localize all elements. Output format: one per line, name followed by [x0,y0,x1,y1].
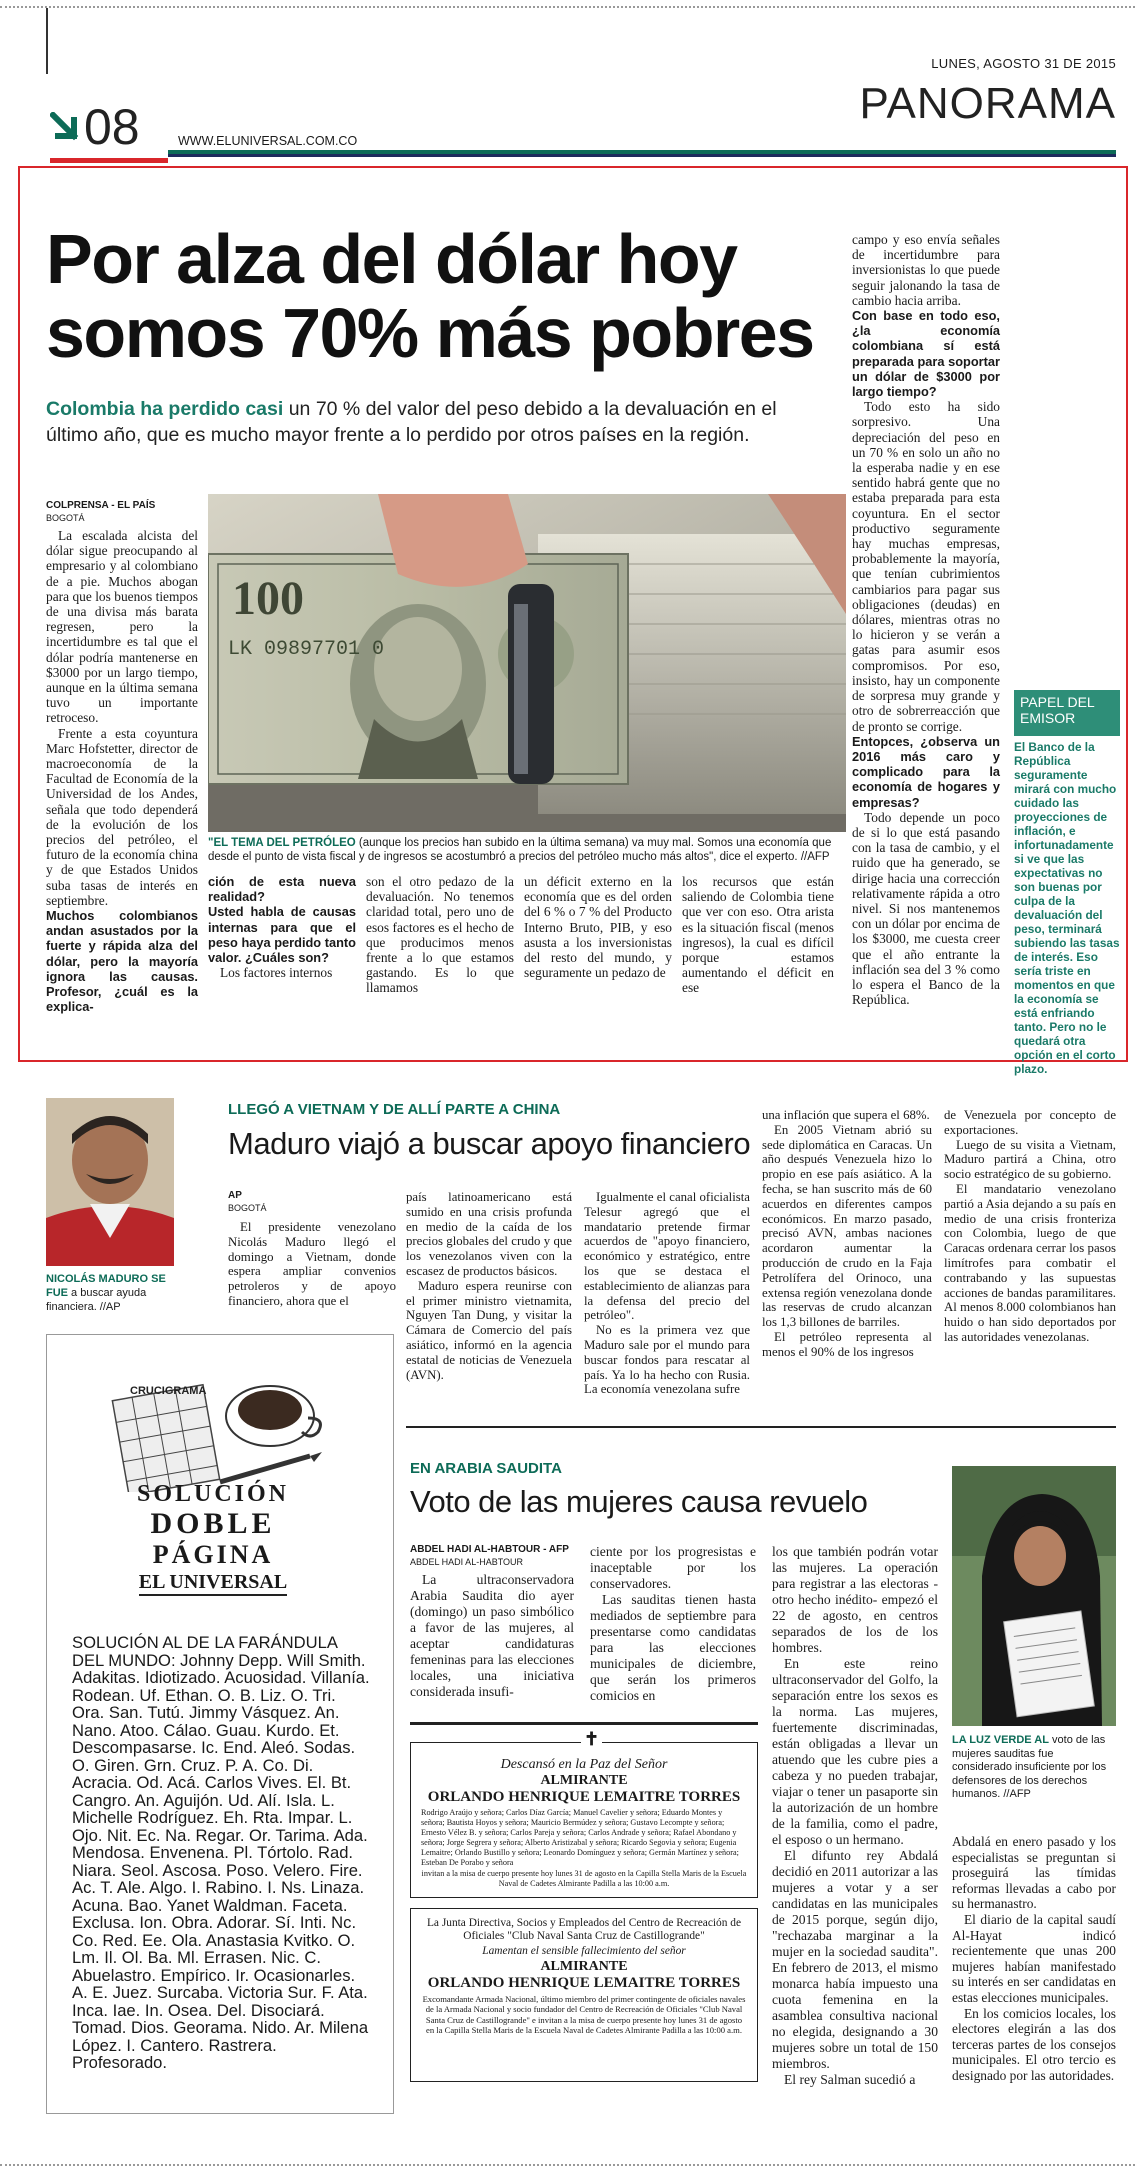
maduro-col5-p2: Luego de su visita a Vietnam, Maduro partirá a China, otro socio estratégico de su gobierno. [944,1137,1116,1182]
main-col1-p1: La escalada alcista del dólar sigue preocupando al empresario y al colombiano de a pie. Muchos abogan para que los buenos tiempos de una divisa más barata regresen, pero la incertidumbre es tal que el dólar podría mantenerse en $3000 por un largo tiempo, aunque en la última semana tuvo un importante retroceso. [46,528,198,726]
maduro-col4-p1: una inflación que supera el 68%. [762,1108,930,1122]
crossword-illustration [110,1374,330,1492]
arabia-caption-lead: LA LUZ VERDE AL [952,1734,1049,1746]
arabia-col-4 [952,1834,1116,2084]
maduro-col1-text: El presidente venezolano Nicolás Maduro llegó el domingo a Vietnam, donde espera ampliar convenios petroleros y de apoyo financiero, ahora que el [228,1220,396,1308]
arabia-col4-p1: Abdalá en enero pasado y los especialistas se preguntan si proseguirá las tímidas reformas llevadas a cabo por su hermanastro. [952,1834,1116,1912]
maduro-col-1 [228,1220,396,1309]
obituary1-invite: invitan a la misa de cuerpo presente hoy lunes 31 de agosto en la Capilla Stella Maris de la Escuela Naval de Cadetes Almirante Padilla a las 10:00 a.m. [421,1869,747,1888]
main-col6-p2: Todo esto ha sido sorpresivo. Una depreciación del peso en un 70 % en solo un año no la esperaba nadie y en ese sentido habrá gente que no estaba preparada para esta coyuntura. En el sector productivo seguramente hay muchas empresas, probablemente la mayoría, que tenían cubrimientos cambiarios para pagar sus obligaciones (deudas) en dólares, mientras otras no lo hicieron y se verán a gatas para asumir esos compromisos. Por eso, insisto, hay un componente de sorpresa muy grande y otro de sobrerreacción que de pronto se corrige. [852,399,1000,734]
arabia-byline2: ABDEL HADI AL-HABTOUR [410,1557,524,1567]
maduro-col-5 [944,1108,1116,1345]
main-col-1 [46,528,198,1015]
crossword-solution: SOLUCIÓN AL DE LA FARÁNDULA DEL MUNDO: Johnny Depp. Will Smith. Adakitas. Idiotizado. Acuosidad. Villanía. Rodean. Uf. Ethan. O. B. Liz. O. Tri. Ora. San. Tutú. Jimmy Vásquez. An. Nano. Atoo. Cálao. Guau. Kurdo. Et. Descompasarse. Ic. End. Aleó. Sodas. O. Giren. Grn. Cruz. P. A. Co. Di. Acracia. Od. Acá. Carlos Vives. El. Bt. Cangro. An. Aguijón. Ud. Alí. Isla. L. Michelle Rodríguez. Eh. Rta. Impar. L. Ojo. Nit. Ec. Na. Regar. Or. Tarima. Ada. Mendosa. Envenena. Pl. Tórtolo. Rad. Niara. Seol. Ascosa. Poso. Velero. Fire. Ac. T. Ale. Algo. I. Rabino. I. Ns. Linaza. Acuna. Bao. Yanet Waldman. Faceta. Exclusa. Ion. Obra. Adorar. Sí. Inti. Nc. Co. Red. Ee. Ola. Anastasia Kvitko. O. Lm. Il. Ol. Ba. Ml. Errasen. Nic. C. Abuelastro. Empírico. Ir. Ocasionarles. A. E. Juez. Surcaba. Victoria Sur. F. Ata. Inca. Iae. In. Osea. Del. Disociará. Tomad. Dios. Georama. Nido. Ar. Milena López. I. Cantero. Rastrera. Profesorado. [72,1633,370,2072]
arabia-col-2 [590,1544,756,1704]
maduro-col3-p1: Igualmente el canal oficialista Telesur agregó que el mandatario pretende firmar acuerdos de "apoyo financiero, económico y estratégico, entre los que se destaca el establecimiento de alianzas para la defensa del precio del petróleo". [584,1190,750,1323]
dollar-photo [208,494,846,832]
arabia-col3-p3: El difunto rey Abdalá decidió en 2011 autorizar a las mujeres a votar y a ser candidatas en las municipales de 2015 porque, según dijo, "rechazaba marginar a la mujer en la sociedad saudita". En febrero de 2013, el mismo monarca había impuesto una cuota femenina en la asamblea consultiva nacional no elegida, designando a 30 mujeres sobre un total de 150 miembros. [772,1848,938,2071]
main-col6-p3: Todo depende un poco de si lo que está pasando con la tasa de cambio, y el ruido que ha generado, se dirige hacia una corrección relativamente rápida a otro nivel. Si nos mantenemos con un dólar por encima de los $3000, me cuesta creer que el año entrante la inflación sea del 3 % como lo espera el Banco de la República. [852,809,1000,1008]
obituary1-intro: Descansó en la Paz del Señor [500,1757,668,1772]
main-col5-text: los recursos que están saliendo de Colombia tiene que ver con eso. Otra arista es la situación fiscal (menos ingresos), la cual es difícil porque estamos aumentando el déficit en ese [682,874,834,996]
main-col6-question2: Entopces, ¿observa un 2016 más caro y complicado para la economía de hogares y empresas? [852,733,1000,810]
maduro-col-3 [584,1190,750,1397]
main-col-4 [524,874,672,980]
sidebar-text: El Banco de la República seguramente mirará con mucho cuidado las proyecciones de inflación, e infortunadamente si ve que las expectativas no son buenas por culpa de la devaluación del peso, terminará subiendo las tasas de interés. Eso sería triste en momentos en que la economía se está enfriando tanto. Pero no le quedará otra opción en el corto plazo. [1014,740,1120,1076]
obituary-1 [410,1729,758,1898]
sidebar-title-line2: EMISOR [1020,710,1076,726]
deck-lead: Colombia ha perdido casi [46,398,284,420]
maduro-col2-p1: país latinoamericano está sumido en una crisis profunda en medio de la caída de los precios globales del crudo y que los venezolanos viven con la escasez de productos básicos. [406,1190,572,1278]
main-dateline: BOGOTÁ [46,513,85,523]
sidebar-title-line1: PAPEL DEL [1020,694,1095,710]
photo-caption-lead: "EL TEMA DEL PETRÓLEO [208,837,356,849]
maduro-headline: Maduro viajó a buscar apoyo financiero [228,1126,751,1161]
obituary-2 [410,1908,758,2082]
arabia-col-3 [772,1544,938,2088]
main-col2-text: Los factores internos [220,965,333,981]
main-col-5 [682,874,834,996]
deck-line1-rest: un 70 % del valor del peso debido a la devaluación en el [283,398,777,420]
crossword-brand: EL UNIVERSAL [139,1570,287,1596]
sidebar-header [1014,690,1120,736]
page-top-border [0,6,1135,8]
maduro-col4-p2: En 2005 Vietnam abrió su sede diplomática en Caracas. Un año después Venezuela hizo lo propio en ese país asiático. A la fecha, se han suscrito más de 60 acuerdos en diferentes campos económicos. En marzo pasado, precisó AVN, ambas naciones acordaron aumentar la producción de crudo en la Faja Petrolífera del Orinoco, una extensa región venezolana donde las reservas de crudo alcanzan los 1,3 billones de barriles. [762,1122,932,1330]
arabia-byline: ABDEL HADI AL-HABTOUR - AFP [410,1544,569,1555]
maduro-col-2 [406,1190,572,1382]
main-headline [46,222,814,370]
arrow-icon [50,112,80,142]
page-number-underline [50,158,168,163]
arabia-caption [952,1734,1116,1802]
obituary1-name: ORLANDO HENRIQUE LEMAITRE TORRES [427,1789,741,1805]
sidebar-title [1014,690,1120,730]
main-col4-text: un déficit externo en la economía que es del orden del 6 % o 7 % del Producto Interno Bruto, PIB, y eso asusta a los inversionistas del resto del mundo, y seguramente un pedazo de [524,874,672,981]
obituary1-rank: ALMIRANTE [540,1773,628,1788]
maduro-col4-p3: El petróleo representa al menos el 90% de los ingresos [762,1329,932,1359]
cross-icon: ✝ [581,1729,602,1750]
maduro-byline: AP [228,1190,242,1201]
page-left-rule [46,8,48,74]
maduro-dateline: BOGOTÁ [228,1203,267,1213]
obituary-top-rule [410,1722,758,1725]
crossword-title-line1: SOLUCIÓN [136,1481,290,1507]
crossword-title [118,1480,308,1596]
crossword-title-line2: DOBLE [150,1507,276,1540]
website-url[interactable]: WWW.ELUNIVERSAL.COM.CO [178,134,358,148]
maduro-col-4 [762,1108,932,1360]
main-col-2 [208,874,356,980]
header-stripe-navy [168,154,1116,157]
maduro-col3-p2: No es la primera vez que Maduro sale por el mundo para buscar fondos para rescatar al país. Ya lo ha hecho con Rusia. La economía venezolana sufre [584,1323,750,1397]
main-col2-question2: Usted habla de causas internas para que el peso haya perdido tanto valor. ¿Cuáles son? [208,904,356,966]
section-divider [406,1426,1116,1428]
main-byline: COLPRENSA - EL PAÍS [46,500,156,511]
issue-date: LUNES, AGOSTO 31 DE 2015 [931,56,1116,71]
maduro-kicker: LLEGÓ A VIETNAM Y DE ALLÍ PARTE A CHINA [228,1101,561,1118]
arabia-caption-rest: voto de las mujeres sauditas fue considerado insuficiente por los defensores de los derechos humanos. //AFP [952,1734,1107,1800]
obituary1-body: Rodrigo Araújo y señora; Carlos Díaz García; Manuel Cavelier y señora; Eduardo Montes y señora; Bautista Hoyos y señora; Mauricio Bermúdez y señora; Gustavo Lecompte y señora; Ernesto Vélez B. y señora; Carlos Pareja y señora; Carlos Andrade y señora; Rafael Abondano y señora; Jorge Segrera y señora; Alberto Aristizabal y señora; Ricardo Segovia y señora; Eugenia Lemaitre; Orlando Bustillo y señora; Leonardo Domínguez y señora; Germán Martínez y señora; Esteban De Porabo y señora [421,1808,739,1867]
headline-line-1: Por alza del dólar hoy [46,220,737,298]
photo-caption-rest: (aunque los precios han subido en la última semana) va muy mal. Somos una economía que desde el punto de vista fiscal y de ingresos se acostumbró a precios del petróleo mucho más altos", dice el experto. //AFP [208,837,832,863]
main-col-6 [852,232,1000,1007]
arabia-col1-text: La ultraconservadora Arabia Saudita dio ayer (domingo) un paso simbólico a favor de las mujeres, al aceptar candidaturas femeninas para las elecciones locales, una iniciativa considerada insufi- [410,1572,574,1699]
main-col6-text: campo y eso envía señales de incertidumbre para inversionistas lo que puede seguir jalonando la tasa de cambio hacia arriba. [852,232,1000,308]
headline-line-2: somos 70% más pobres [46,294,814,372]
arabia-col2-p1: ciente por los progresistas e inaceptable por los conservadores. [590,1544,756,1591]
maduro-col5-p1: de Venezuela por concepto de exportaciones. [944,1108,1116,1137]
page-number: 08 [84,99,140,155]
maduro-col2-p2: Maduro espera reunirse con el primer ministro vietnamita, Nguyen Tan Dung, y visitar la Cámara de Comercio del país asiático, informó en la agencia estatal de noticias de Venezuela (AVN). [406,1278,572,1382]
arabia-col4-p2: El diario de la capital saudí Al-Hayat indicó recientemente que unas 200 mujeres habían manifestado su interés en ser candidatas en estas elecciones municipales. [952,1911,1116,2005]
main-col-3 [366,874,514,996]
main-col1-p2: Frente a esta coyuntura Marc Hofstetter, director de macroeconomía de la Facultad de Economía de la Universidad de los Andes, señala que todo dependerá de la evolución de los precios del petróleo, el futuro de la economía china y de que Estados Unidos suba tasas de interés en septiembre. [46,725,198,908]
arabia-col4-p3: En los comicios locales, los electores elegirán a las dos terceras partes de los consejos municipales. El otro tercio es designado por las autoridades. [952,2005,1116,2083]
main-col6-question: Con base en todo eso, ¿la economía colombiana sí está preparada para soportar un dólar de $3000 por largo tiempo? [852,308,1000,400]
obituary2-body: Excomandante Armada Nacional, último miembro del primer contingente de oficiales navales de la Armada Nacional y socio fundador del Centro de Recreación de Oficiales "Club Naval Santa Cruz de Castillogrande" e invitan a la misa de cuerpo presente hoy lunes 31 de agosto en la Capilla Stella Maris de la Escuela Naval de Cadetes Almirante Padilla a las 10:00 a.m. [422,1994,746,2036]
maduro-photo [46,1098,174,1266]
arabia-col2-p2: Las sauditas tienen hasta mediados de septiembre para presentarse como candidatas para las elecciones municipales de diciembre, que serán los primeros comicios en [590,1592,756,1703]
obituary2-name: ORLANDO HENRIQUE LEMAITRE TORRES [427,1975,741,1991]
maduro-caption [46,1272,178,1314]
section-title: PANORAMA [859,79,1116,128]
photo-caption [208,836,848,864]
main-col3-text: son el otro pedazo de la devaluación. No tenemos claridad total, pero uno de esos factores es el hecho de que producimos menos frente a lo que estamos gastando. Es lo que llamamos [366,874,514,996]
main-col1-question: Muchos colombianos andan asustados por la fuerte y rápida alza del dólar, pero la mayoría ignora las causas. Profesor, ¿cuál es la explica- [46,908,198,1015]
obituary2-intro: La Junta Directiva, Socios y Empleados del Centro de Recreación de Oficiales "Club Naval Santa Cruz de Castillogrande" [426,1917,742,1942]
main-deck [46,396,846,448]
arabia-kicker: EN ARABIA SAUDITA [410,1460,562,1477]
arabia-col3-p4: El rey Salman sucedió a [784,2072,916,2087]
maduro-caption-lead: NICOLÁS MADURO SE FUE [46,1273,166,1299]
maduro-col5-p3: El mandatario venezolano partió a Asia dejando a su país en medio de una crisis fronteriza con Colombia, luego de que Caracas ordenara cerrar los pasos limítrofes para combatir el contrabando y las supuestas acciones de bandas paramilitares. Al menos 8.000 colombianos han huido o han sido deportados por las autoridades venezolanas. [944,1181,1116,1344]
arabia-col-1 [410,1572,574,1700]
arabia-col3-p1: los que también podrán votar las mujeres. La operación para registrar a las electoras -otro hecho inédito- empezó el 22 de agosto, en centros separados de los de los hombres. [772,1544,938,1655]
arabia-photo [952,1466,1116,1726]
deck-line2: último año, que es mucho mayor frente a lo perdido por otros países en la región. [46,424,750,446]
banknote-value: 100 [232,572,304,625]
crossword-logo-label: CRUCIGRAMA [130,1385,207,1397]
obituary2-rank: ALMIRANTE [540,1959,628,1974]
obituary2-lament: Lamentan el sensible fallecimiento del señor [482,1945,686,1957]
banknote-serial: LK 09897701 0 [228,638,385,661]
arabia-col3-p2: En este reino ultraconservador del Golfo, la separación entre los sexos es la norma. Las mujeres, fuertemente discriminadas, están obligadas a llevar un atuendo que les cubre pies a cabeza y no pueden trabajar, viajar o tener un pasaporte sin la autorización de un hombre de la familia, como el padre, el esposo o un hermano. [772,1656,938,1847]
crossword-title-line3: PÁGINA [152,1540,274,1569]
maduro-caption-rest: a buscar ayuda financiera. //AP [46,1287,147,1313]
arabia-headline: Voto de las mujeres causa revuelo [410,1484,868,1519]
page-bottom-border [0,2164,1135,2166]
main-col2-question: ción de esta nueva realidad? [208,874,356,905]
